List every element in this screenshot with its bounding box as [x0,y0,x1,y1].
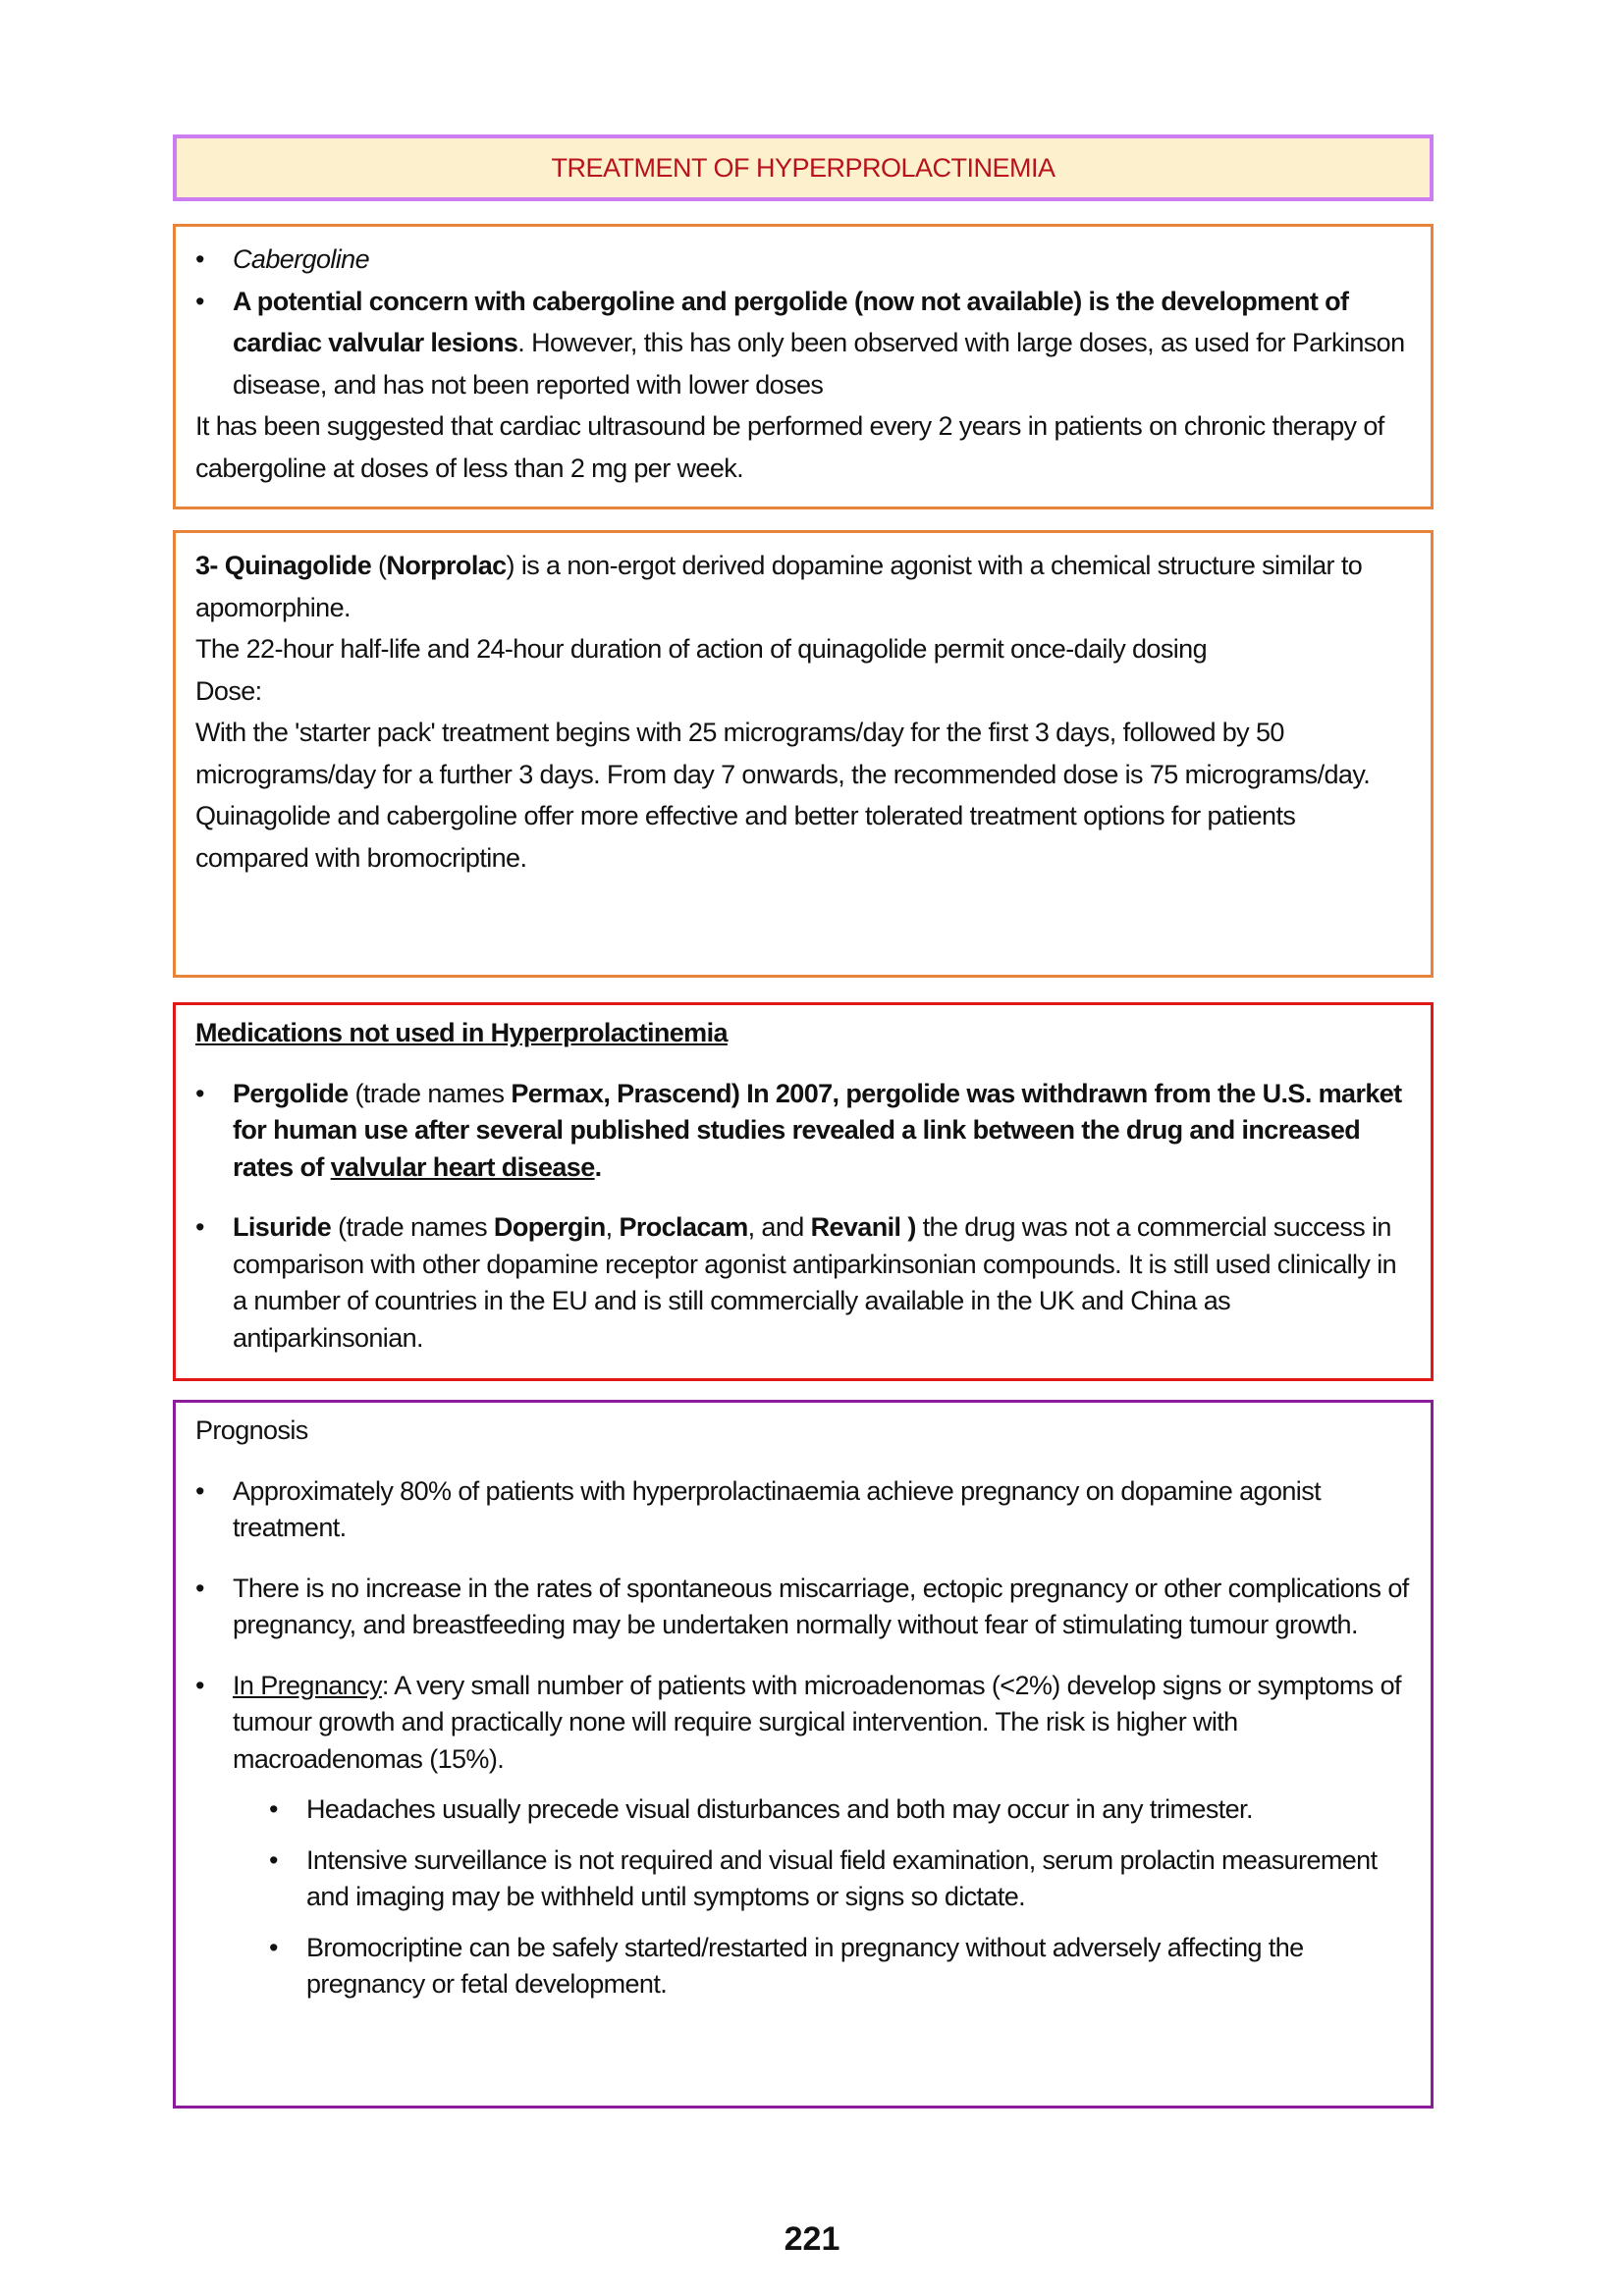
trade-name: Prascend) [617,1078,740,1108]
cabergoline-section [173,224,1434,509]
lisuride-item [195,1209,1411,1357]
period: . [594,1151,602,1182]
separator: , [603,1078,618,1108]
lisuride-description: the drug was not a commercial success in comparison with other dopamine receptor agonist antiparkinsonian compounds. It is still used clinically in a number of countries in the EU and is still commercially available in the UK and China as antiparkinsonian. [233,1212,1397,1353]
trade-prefix: (trade names [331,1212,494,1242]
pregnancy-sub-bullet: • Headaches usually precede visual disturbances and both may occur in any trimester. [195,1791,1411,1829]
cabergoline-heading-item [195,239,1411,281]
pergolide-withdrawal-text: In 2007, pergolide was withdrawn from the U.S. market for human use after several published studies revealed a link between the drug and increased rates of [233,1078,1402,1182]
trade-name: Dopergin [493,1212,606,1242]
quinagolide-intro-rest: ) is a non-ergot derived dopamine agonist with a chemical structure similar to apomorphine. [195,551,1363,622]
cabergoline-heading: Cabergoline [233,244,369,274]
trade-name: Revanil ) [810,1212,916,1242]
trade-name: Proclacam [619,1212,748,1242]
quinagolide-intro [195,545,1411,628]
concern-bold-text: A potential concern with cabergoline and pergolide (now not available) is the development of cardiac valvular lesions [233,286,1349,357]
page-title: TREATMENT OF HYPERPROLACTINEMIA [551,152,1056,183]
trade-name: Permax [511,1078,604,1108]
medications-heading-text: Medications not used in Hyperprolactinemia [195,1018,728,1047]
quinagolide-section [173,530,1434,978]
prognosis-heading: Prognosis [195,1415,308,1445]
valvular-heart-disease-text: valvular heart disease [330,1151,595,1182]
trade-prefix: (trade names [348,1078,512,1108]
quinagolide-name: 3- Quinagolide [195,551,372,580]
quinagolide-half-life: The 22-hour half-life and 24-hour duration of action of quinagolide permit once-daily dosing [195,634,1207,664]
pregnancy-sub-bullet: • Intensive surveillance is not required and visual field examination, serum prolactin measurement and imaging may be withheld until symptoms or signs so dictate. [195,1842,1411,1916]
quinagolide-brand: Norprolac [386,551,507,580]
dose-text: With the 'starter pack' treatment begins with 25 micrograms/day for the first 3 days, followed by 50 micrograms/day for a further 3 days. From day 7 onwards, the recommended dose is 75 micrograms/day. [195,718,1371,789]
quinagolide-comparison: Quinagolide and cabergoline offer more effective and better tolerated treatment options for patients compared with bromocriptine. [195,801,1296,873]
title-banner [173,134,1434,201]
pergolide-item [195,1076,1411,1187]
prognosis-bullet: • There is no increase in the rates of spontaneous miscarriage, ectopic pregnancy or other complications of pregnancy, and breastfeeding may be undertaken normally without fear of stimulating tumour growth. [195,1571,1411,1644]
prognosis-section [173,1400,1434,2109]
medications-heading [195,1015,1411,1052]
separator: , [605,1212,620,1242]
concern-rest-text: . However, this has only been observed with large doses, as used for Parkinson disease, and has not been reported with lower doses [233,328,1405,400]
dose-label: Dose: [195,675,262,706]
cabergoline-concern-item [195,281,1411,406]
medications-not-used-section [173,1002,1434,1381]
paren-text: ( [371,551,387,580]
page-number: 221 [784,2220,840,2258]
pregnancy-bullet [195,1668,1411,1779]
pregnancy-sub-bullet: • Bromocriptine can be safely started/restarted in pregnancy without adversely affecting the pregnancy or fetal development. [195,1930,1411,2003]
pergolide-name: Pergolide [233,1078,349,1108]
pregnancy-text: : A very small number of patients with microadenomas (<2%) develop signs or symptoms of tumour growth and practically none will require surgical intervention. The risk is higher with macroadenomas (15%). [233,1670,1401,1774]
in-pregnancy-label: In Pregnancy [233,1670,382,1700]
lisuride-name: Lisuride [233,1212,332,1242]
separator: , and [747,1212,811,1242]
ultrasound-suggestion: It has been suggested that cardiac ultrasound be performed every 2 years in patients on chronic therapy of cabergoline at doses of less than 2 mg per week. [195,411,1384,483]
prognosis-bullet: • Approximately 80% of patients with hyperprolactinaemia achieve pregnancy on dopamine agonist treatment. [195,1473,1411,1547]
